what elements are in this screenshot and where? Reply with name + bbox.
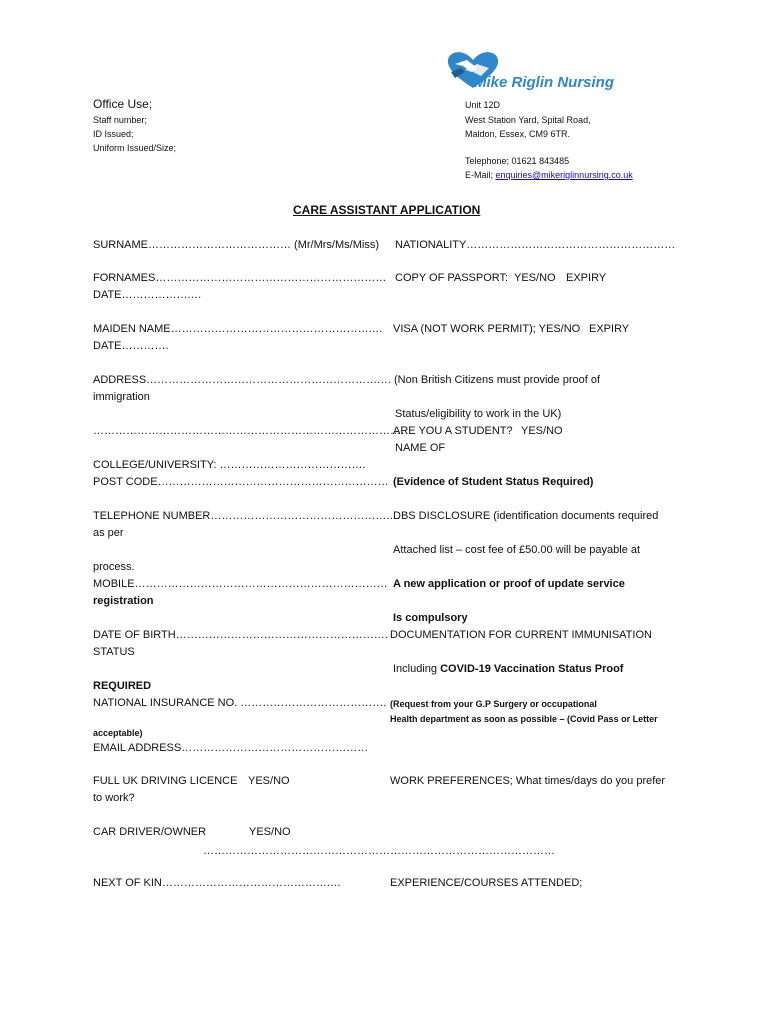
dob-field[interactable]: DATE OF BIRTH…………………………………………………. [93,629,388,641]
covid-line [393,663,623,675]
work-preferences-label: WORK PREFERENCES; What times/days do you prefer [390,775,666,787]
name-of-label: NAME OF [395,442,446,454]
new-application-note: A new application or proof of update service [393,578,625,590]
staff-number-label: Staff number; [93,115,147,125]
email-field[interactable]: EMAIL ADDRESS…………………………………………… [93,742,369,754]
telephone-line: Telephone; 01621 843485 [465,156,570,166]
fornames-field[interactable]: FORNAMES……………………………………………………… [93,272,387,284]
request-note-2: Health department as soon as possible – (Covid Pass or Letter [390,714,658,724]
work-preferences-field[interactable]: …………………………………………………………………………………… [203,845,555,857]
postcode-field[interactable]: POST CODE……………………………………………………… [93,476,389,488]
car-yes-no[interactable]: YES/NO [249,826,291,838]
including-text: Including [393,663,441,675]
brand-name: Mike Riglin Nursing [474,74,615,91]
process-text: process. [93,561,135,573]
compulsory-note: Is compulsory [393,612,468,624]
visa-field[interactable]: VISA (NOT WORK PERMIT); YES/NO [393,323,581,335]
passport-expiry[interactable]: EXPIRY [566,272,607,284]
experience-label: EXPERIENCE/COURSES ATTENDED; [390,877,583,889]
next-of-kin-field[interactable]: NEXT OF KIN……………………………………….… [93,877,341,889]
to-work-text: to work? [93,792,135,804]
registration-text: registration [93,595,154,607]
address-field[interactable]: ADDRESS……………………………………………………….… [93,374,392,386]
address-line-2-field[interactable]: …………………………………………………………………………. [93,425,405,437]
address-line1: Unit 12D [465,100,501,110]
attached-list-note: Attached list – cost fee of £50.00 will be payable at [393,544,641,556]
immigration-text: immigration [93,391,150,403]
maiden-name-field[interactable]: MAIDEN NAME……………………………………………….… [93,323,383,335]
mobile-field[interactable]: MOBILE…………………………………………………………… [93,578,388,590]
email-line [465,170,633,180]
passport-label: COPY OF PASSPORT: [395,272,509,284]
uniform-label: Uniform Issued/Size; [93,143,177,153]
fornames-date-field[interactable]: DATE……………….… [93,289,202,301]
surname-field[interactable]: SURNAME………………………………… (Mr/Mrs/Ms/Miss) [93,239,379,251]
as-per-text: as per [93,527,124,539]
email-link[interactable]: enquiries@mikeriglinnursing.co.uk [495,170,633,180]
address-line3: Maldon, Essex, CM9 6TR. [465,129,571,139]
acceptable-text: acceptable) [93,728,143,738]
email-label: E-Mail; [465,170,496,180]
required-text: REQUIRED [93,680,152,692]
covid-proof-text: COVID-19 Vaccination Status Proof [440,663,624,675]
passport-yes-no[interactable]: YES/NO [514,272,556,284]
telephone-field[interactable]: TELEPHONE NUMBER………………………………………….… [93,510,401,522]
student-yes-no[interactable]: YES/NO [521,425,563,437]
immunisation-label: DOCUMENTATION FOR CURRENT IMMUNISATION [390,629,652,641]
dbs-label: DBS DISCLOSURE (identification documents required [393,510,659,522]
address-line2: West Station Yard, Spital Road, [465,115,591,125]
college-field[interactable]: COLLEGE/UNIVERSITY: …………………………………. [93,459,366,471]
non-british-note: (Non British Citizens must provide proof of [394,374,601,386]
status-eligibility-note: Status/eligibility to work in the UK) [395,408,562,420]
maiden-date-field[interactable]: DATE…………. [93,340,169,352]
evidence-note: (Evidence of Student Status Required) [393,476,594,488]
status-text: STATUS [93,646,135,658]
nationality-field[interactable]: NATIONALITY………………………………………………… [395,239,676,251]
page-title: CARE ASSISTANT APPLICATION [293,203,481,217]
id-issued-label: ID Issued; [93,129,134,139]
licence-label: FULL UK DRIVING LICENCE [93,775,238,787]
request-note-1: (Request from your G.P Surgery or occupational [390,699,597,709]
student-label: ARE YOU A STUDENT? [393,425,513,437]
licence-yes-no[interactable]: YES/NO [248,775,290,787]
office-use-heading: Office Use; [93,97,153,111]
visa-expiry[interactable]: EXPIRY [589,323,630,335]
car-owner-label: CAR DRIVER/OWNER [93,826,207,838]
ni-field[interactable]: NATIONAL INSURANCE NO. …………………………………. [93,697,387,709]
